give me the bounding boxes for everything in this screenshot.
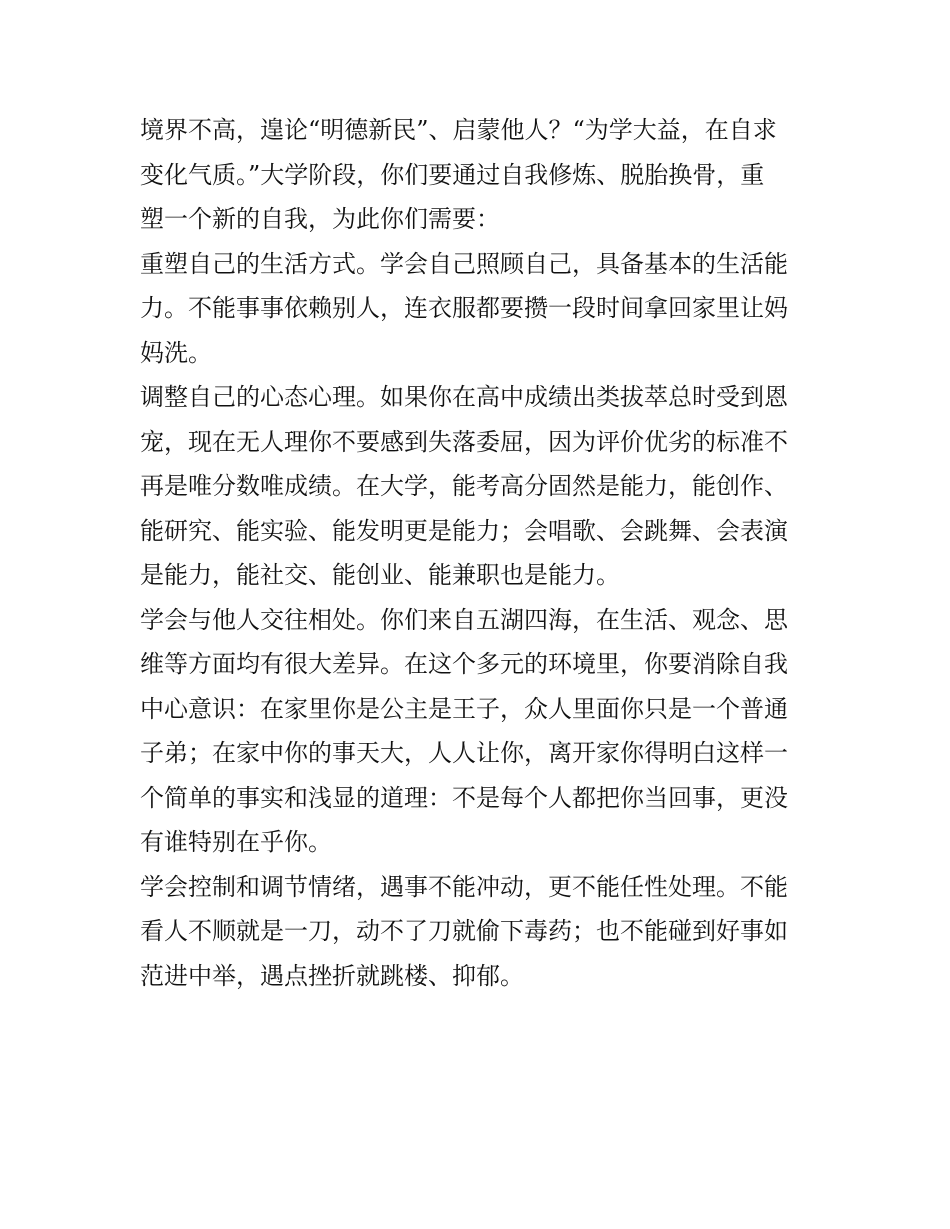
text-line: 调整自己的心态心理。如果你在高中成绩出类拔萃总时受到恩 [140, 383, 788, 411]
text-line: 范进中举，遇点挫折就跳楼、抑郁。 [140, 961, 524, 990]
text-line: 有谁特别在乎你。 [140, 828, 332, 856]
text-line: 境界不高，遑论“明德新民”、启蒙他人？“为学大益，在自求 [140, 116, 777, 144]
text-line: 学会与他人交往相处。你们来自五湖四海，在生活、观念、思 [140, 605, 788, 634]
text-line: 子弟；在家中你的事天大，人人让你，离开家你得明白这样一 [140, 739, 788, 767]
text-line: 学会控制和调节情绪，遇事不能冲动，更不能任性处理。不能 [140, 872, 788, 901]
text-line: 看人不顺就是一刀，动不了刀就偷下毒药；也不能碰到好事如 [140, 917, 788, 945]
text-line: 重塑自己的生活方式。学会自己照顾自己，具备基本的生活能 [140, 249, 788, 278]
text-line: 是能力，能社交、能创业、能兼职也是能力。 [140, 561, 620, 589]
text-line: 宠，现在无人理你不要感到失落委屈，因为评价优劣的标准不 [140, 427, 788, 456]
text-line: 再是唯分数唯成绩。在大学，能考高分固然是能力，能创作、 [140, 472, 788, 500]
text-line: 中心意识：在家里你是公主是王子，众人里面你只是一个普通 [140, 694, 788, 723]
text-line: 妈洗。 [140, 338, 212, 367]
text-line: 个简单的事实和浅显的道理：不是每个人都把你当回事，更没 [140, 783, 788, 812]
document-body-text [140, 108, 820, 998]
text-line: 塑一个新的自我，为此你们需要： [140, 205, 500, 233]
text-line: 变化气质。”大学阶段，你们要通过自我修炼、脱胎换骨，重 [140, 160, 765, 189]
text-line: 能研究、能实验、能发明更是能力；会唱歌、会跳舞、会表演 [140, 516, 788, 545]
text-line: 力。不能事事依赖别人，连衣服都要攒一段时间拿回家里让妈 [140, 294, 788, 322]
text-line: 维等方面均有很大差异。在这个多元的环境里，你要消除自我 [140, 650, 788, 678]
